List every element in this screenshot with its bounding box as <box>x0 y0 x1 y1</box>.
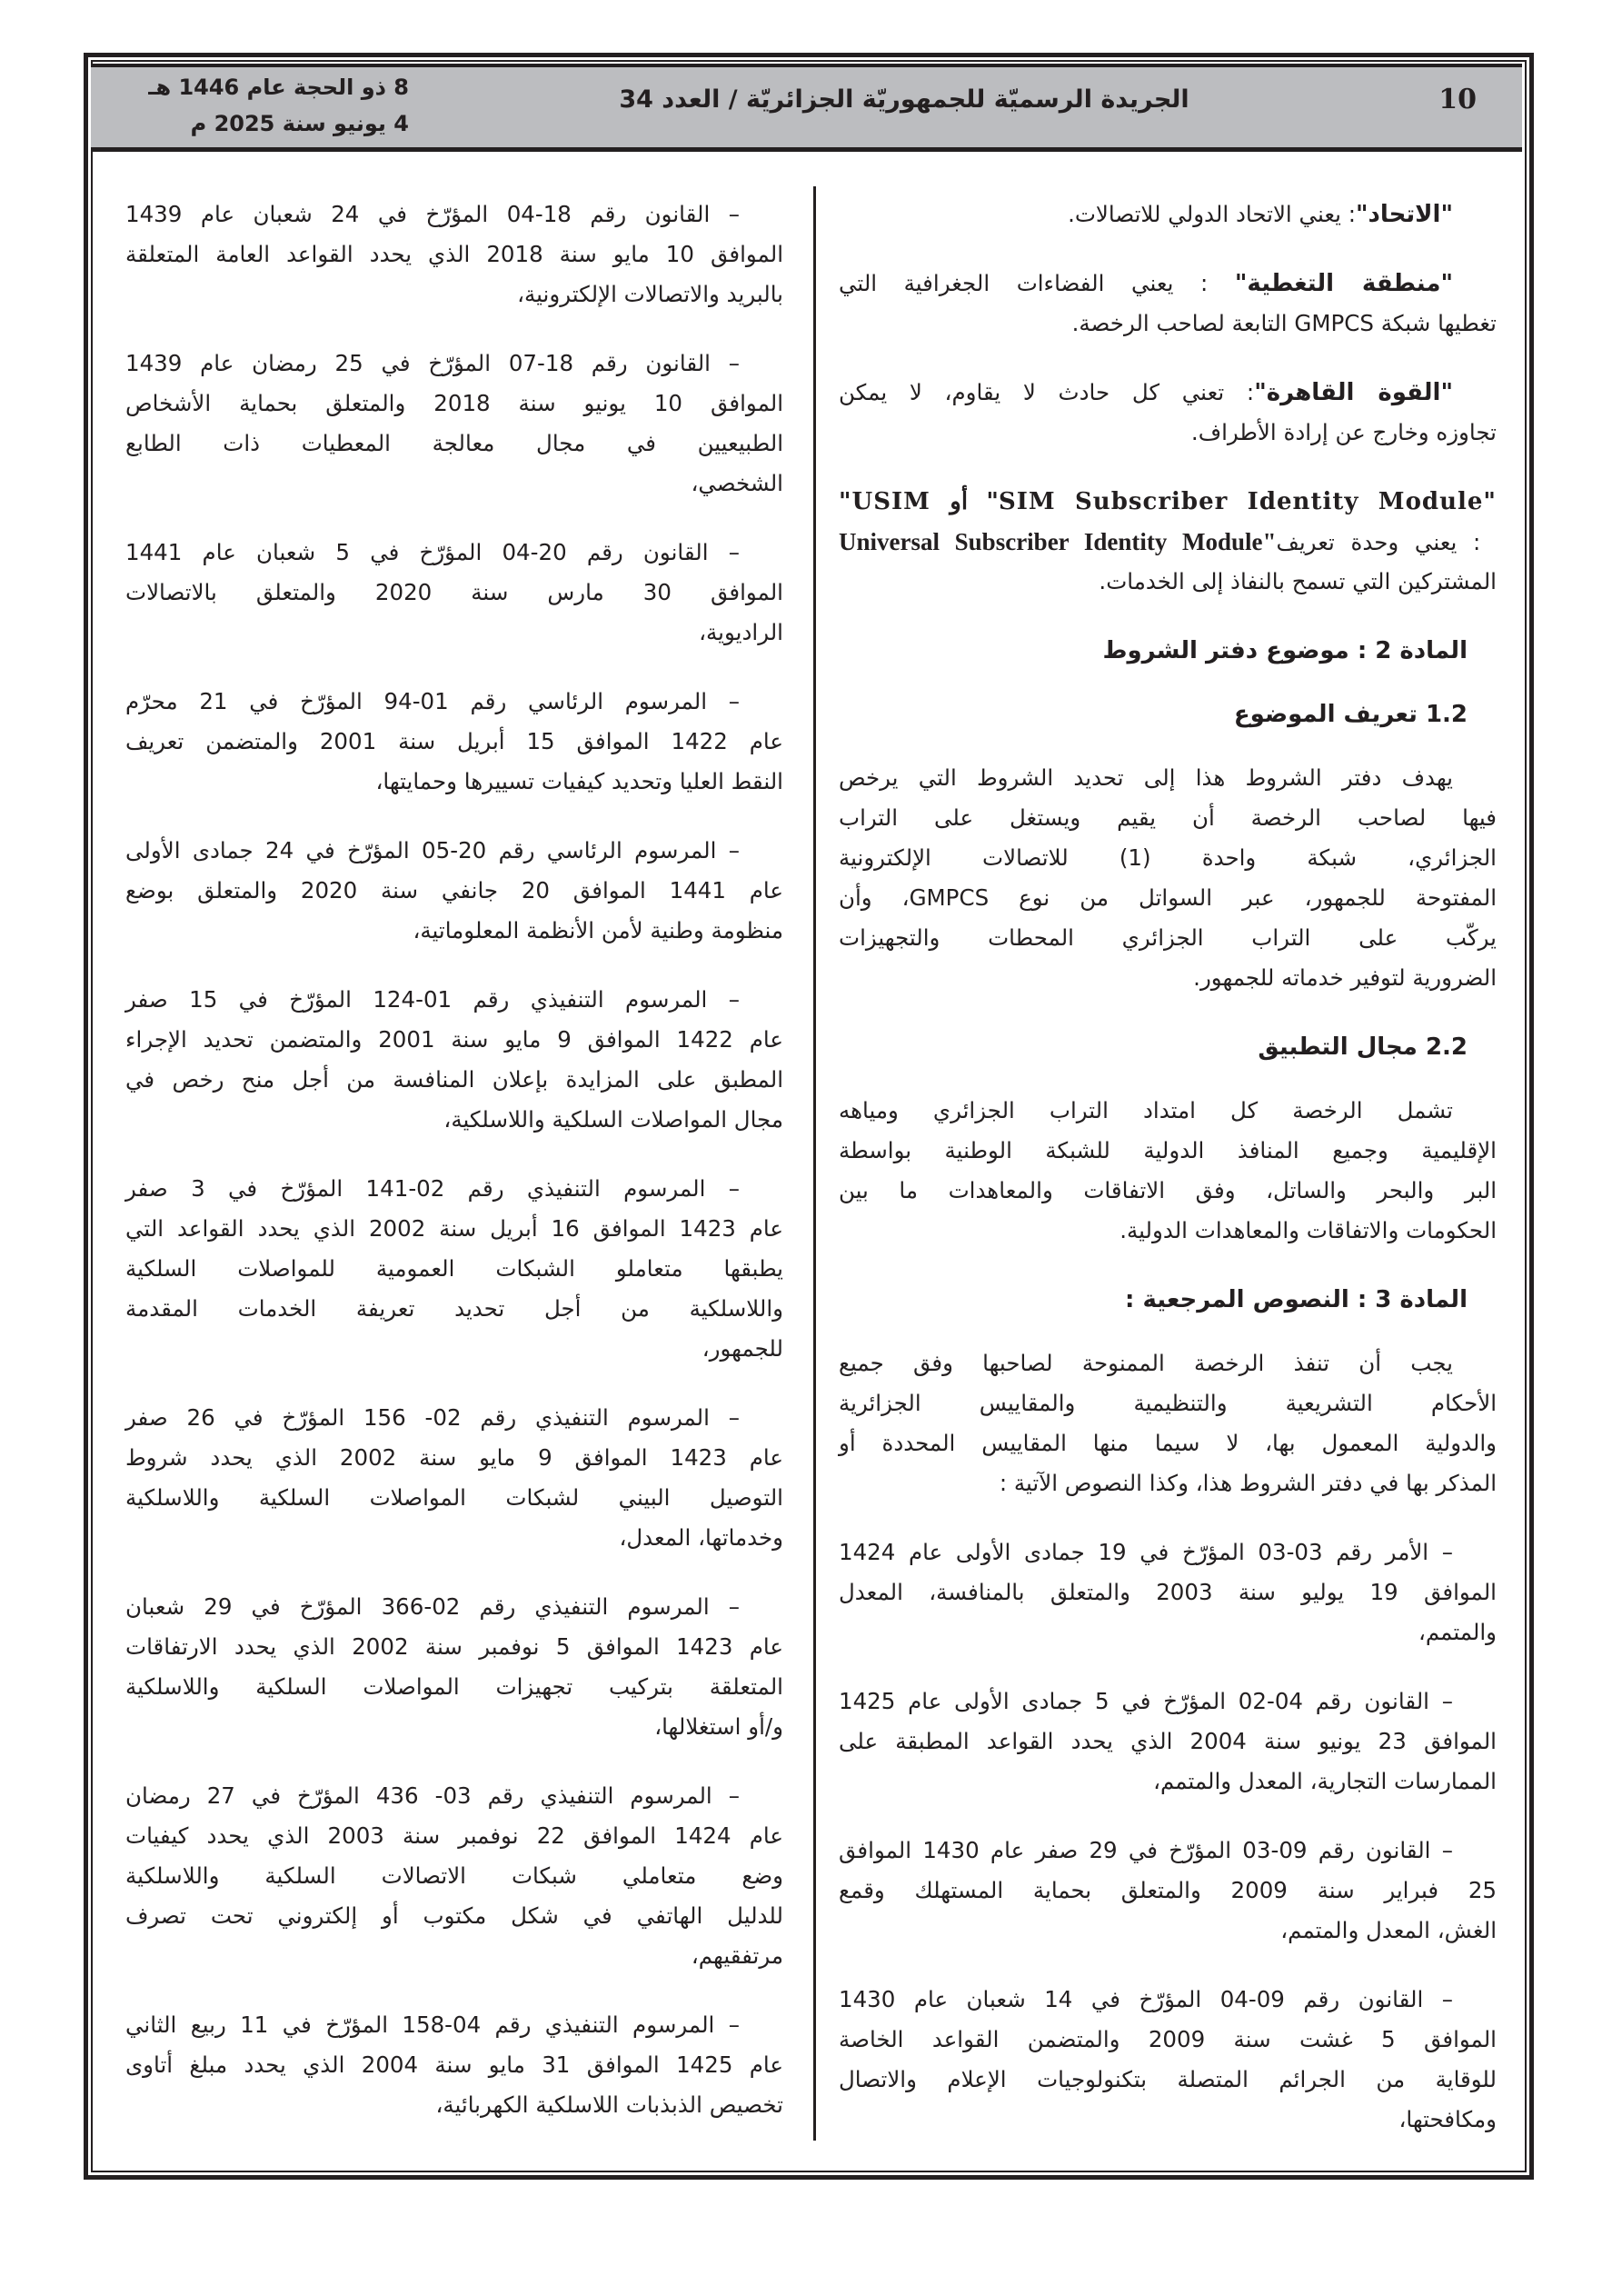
text-line: فيها لصاحب الرخصة أن يقيم ويستغل على التراب <box>839 804 1497 831</box>
text-line <box>839 522 1497 562</box>
text-line: الحكومات والاتفاقات والمعاهدات الدولية. <box>1119 1217 1497 1243</box>
paragraph <box>125 1776 783 1976</box>
text-line: مرتفقيهم، <box>691 1942 783 1969</box>
text-line: المذكر بها في دفتر الشروط هذا، وكذا النصوص الآتية : <box>999 1470 1497 1496</box>
text-line: يجب أن تنفذ الرخصة الممنوحة لصاحبها وفق جميع <box>839 1350 1453 1376</box>
paragraph <box>839 1980 1497 2140</box>
text-line: للجمهور، <box>702 1335 783 1362</box>
date-gregorian: 4 يونيو سنة 2025 م <box>190 111 409 136</box>
text-line: – القانون رقم 18-04 المؤرّخ في 24 شعبان عام 1439 <box>125 201 740 227</box>
text-line: عام 1425 الموافق 31 مايو سنة 2004 الذي يحدد مبلغ أتاوى <box>125 2051 783 2078</box>
paragraph <box>125 831 783 951</box>
text-line: المفتوحة للجمهور، عبر السواتل من نوع GMPCS، وأن <box>839 884 1497 911</box>
paragraph <box>125 344 783 504</box>
left-column <box>125 195 783 2154</box>
text-line: الضرورية لتوفير خدماته للجمهور. <box>1193 964 1497 991</box>
text-line: للوقاية من الجرائم المتصلة بتكنولوجيات الإعلام والاتصال <box>839 2066 1497 2092</box>
section-heading: المادة 3 : النصوص المرجعية : <box>1125 1286 1468 1313</box>
text-line: الإقليمية وجميع المنافذ الدولية للشبكة الوطنية بواسطة <box>839 1137 1497 1163</box>
text-line <box>839 373 1497 413</box>
column-divider <box>813 186 816 2141</box>
text-line: الموافق 19 يوليو سنة 2003 والمتعلق بالمنافسة، المعدل <box>839 1579 1497 1605</box>
text-line: منظومة وطنية لأمن الأنظمة المعلوماتية، <box>413 917 783 943</box>
defined-term: "القوة القاهرة" <box>1254 379 1453 406</box>
paragraph <box>839 1532 1497 1652</box>
text-line: وضع متعاملي شبكات الاتصالات السلكية واللاسلكية <box>125 1862 783 1889</box>
text-line: للدليل الهاتفي في شكل مكتوب أو إلكتروني تحت تصرف <box>125 1902 783 1929</box>
definition-text: : يعني الاتحاد الدولي للاتصالات. <box>1068 201 1357 227</box>
paragraph <box>125 1169 783 1369</box>
text-line: التوصيل البيني لشبكات المواصلات السلكية واللاسلكية <box>125 1484 783 1511</box>
text-line: عام 1423 الموافق 9 مايو سنة 2002 الذي يحدد شروط <box>125 1444 784 1471</box>
text-line: – القانون رقم 20-04 المؤرّخ في 5 شعبان عام 1441 <box>125 539 740 565</box>
paragraph <box>839 1343 1497 1503</box>
text-line: الغش، المعدل والمتمم، <box>1280 1917 1497 1943</box>
text-line: – القانون رقم 18-07 المؤرّخ في 25 رمضان عام 1439 <box>125 350 740 376</box>
page-number: 10 <box>1438 84 1477 115</box>
gazette-title: الجريدة الرسميّة للجمهوريّة الجزائريّة / العدد 34 <box>619 85 1189 114</box>
text-line: عام 1422 الموافق 9 مايو سنة 2001 والمتضمن تحديد الإجراء <box>125 1026 784 1053</box>
text-line: واللاسلكية من أجل تحديد تعريفة الخدمات المقدمة <box>125 1295 783 1322</box>
text-line: مجال المواصلات السلكية واللاسلكية، <box>443 1106 783 1133</box>
text-line: – المرسوم الرئاسي رقم 01-94 المؤرّخ في 21 محرّم <box>125 688 740 714</box>
definition-sim <box>839 482 1497 602</box>
text-line: عام 1423 الموافق 16 أبريل سنة 2002 الذي يحدد القواعد التي <box>125 1215 784 1242</box>
defined-term: "الاتحاد" <box>1356 201 1453 228</box>
text-line: المطبق على المزايدة بإعلان المنافسة من أجل منح رخص في <box>125 1066 783 1093</box>
text-line: الموافق 30 مارس سنة 2020 والمتعلق بالاتصالات <box>125 579 783 605</box>
paragraph <box>839 195 1497 235</box>
defined-term: Universal Subscriber Identity Module" <box>839 528 1277 555</box>
text-line: – الأمر رقم 03-03 المؤرّخ في 19 جمادى الأولى عام 1424 <box>839 1539 1453 1565</box>
text-line: تجاوزه وخارج عن إرادة الأطراف. <box>1190 419 1497 445</box>
section-heading: 2.2 مجال التطبيق <box>1258 1033 1468 1061</box>
date-hijri: 8 ذو الحجة عام 1446 هـ <box>148 75 409 100</box>
text-line: عام 1423 الموافق 5 نوفمبر سنة 2002 الذي يحدد الارتفاقات <box>125 1633 784 1660</box>
text-line: الممارسات التجارية، المعدل والمتمم، <box>1153 1768 1497 1794</box>
paragraph <box>125 682 783 802</box>
text-line: يطبقها متعاملو الشبكات العمومية للمواصلات السلكية <box>125 1255 783 1282</box>
right-column <box>839 195 1497 2169</box>
text-line: – المرسوم التنفيذي رقم 03- 436 المؤرّخ في 27 رمضان <box>125 1782 740 1809</box>
paragraph <box>839 1682 1497 1802</box>
text-line: الموافق 10 يونيو سنة 2018 والمتعلق بحماية الأشخاص <box>125 390 784 416</box>
paragraph <box>125 195 783 314</box>
paragraph <box>839 1091 1497 1251</box>
issue-date <box>109 69 409 142</box>
text-line: الجزائري، شبكة واحدة (1) للاتصالات الإلكترونية <box>839 844 1497 871</box>
paragraph <box>125 980 783 1140</box>
defined-term: "منطقة التغطية" <box>1234 270 1453 297</box>
text-line: النقط العليا وتحديد كيفيات تسييرها وحمايتها، <box>375 768 783 794</box>
text-line: الأحكام التشريعية والتنظيمية والمقاييس الجزائرية <box>839 1390 1497 1416</box>
text-line: 25 فبراير سنة 2009 والمتعلق بحماية المستهلك وقمع <box>839 1877 1498 1903</box>
section-heading: المادة 2 : موضوع دفتر الشروط <box>1102 637 1468 664</box>
text-line: والدولية المعمول بها، لا سيما منها المقاييس المحددة أو <box>839 1430 1497 1456</box>
text-line: ومكافحتها، <box>1398 2106 1497 2132</box>
text-line: تشمل الرخصة كل امتداد التراب الجزائري ومياهه <box>839 1097 1453 1123</box>
text-line: – القانون رقم 04-02 المؤرّخ في 5 جمادى الأولى عام 1425 <box>839 1688 1454 1714</box>
text-line: "USIM أو "SIM Subscriber Identity Module" <box>839 488 1497 515</box>
text-line: بالبريد والاتصالات الإلكترونية، <box>517 281 783 307</box>
text-line: – المرسوم التنفيذي رقم 02-366 المؤرّخ في 29 شعبان <box>125 1593 740 1620</box>
text-line: – القانون رقم 09-04 المؤرّخ في 14 شعبان عام 1430 <box>839 1986 1453 2012</box>
text-line: عام 1441 الموافق 20 جانفي سنة 2020 والمتعلق بوضع <box>125 877 783 903</box>
text-line: – المرسوم الرئاسي رقم 20-05 المؤرّخ في 24 جمادى الأولى <box>125 837 740 863</box>
text-line: الموافق 5 غشت سنة 2009 والمتضمن القواعد الخاصة <box>839 2026 1497 2052</box>
text-line: والمتمم، <box>1418 1619 1497 1645</box>
text-line: – المرسوم التنفيذي رقم 04-158 المؤرّخ في 11 ربيع الثاني <box>125 2011 740 2038</box>
text-line: الراديوية، <box>699 619 783 645</box>
paragraph <box>125 1587 783 1747</box>
text-line: يهدف دفتر الشروط هذا إلى تحديد الشروط التي يرخص <box>839 764 1453 791</box>
paragraph <box>125 533 783 653</box>
definition-text: : يعني وحدة تعريف <box>1276 529 1498 555</box>
text-line: المشتركين التي تسمح بالنفاذ إلى الخدمات. <box>1099 568 1497 594</box>
text-line: – المرسوم التنفيذي رقم 02-141 المؤرّخ في 3 صفر <box>125 1175 740 1202</box>
paragraph <box>839 1831 1497 1951</box>
text-line: وخدماتها، المعدل، <box>619 1524 783 1551</box>
text-line: عام 1424 الموافق 22 نوفمبر سنة 2003 الذي يحدد كيفيات <box>125 1822 783 1849</box>
definition-text: : تعني كل حادث لا يقاوم، لا يمكن <box>839 379 1255 405</box>
paragraph <box>839 264 1497 344</box>
text-line: الموافق 10 مايو سنة 2018 الذي يحدد القواعد العامة المتعلقة <box>125 241 783 267</box>
text-line: تخصيص الذبذبات اللاسلكية الكهربائية، <box>435 2091 783 2118</box>
paragraph <box>125 2005 783 2125</box>
paragraph <box>125 1398 783 1558</box>
gazette-header <box>91 64 1522 152</box>
text-line: يركّب على التراب الجزائري المحطات والتجهيزات <box>839 924 1497 951</box>
text-line: البر والبحر والساتل، وفق الاتفاقات والمعاهدات ما بين <box>839 1177 1497 1203</box>
text-line: عام 1422 الموافق 15 أبريل سنة 2001 والمتضمن تعريف <box>125 728 784 754</box>
text-line <box>839 264 1497 304</box>
paragraph <box>839 758 1497 998</box>
text-line: الشخصي، <box>691 470 783 496</box>
text-line: – القانون رقم 09-03 المؤرّخ في 29 صفر عام 1430 الموافق <box>839 1837 1453 1863</box>
text-line: المتعلقة بتركيب تجهيزات المواصلات السلكية واللاسلكية <box>125 1673 783 1700</box>
text-line: – المرسوم التنفيذي رقم 02- 156 المؤرّخ في 26 صفر <box>125 1404 740 1431</box>
section-heading: 1.2 تعريف الموضوع <box>1233 701 1468 728</box>
text-line <box>839 195 1497 235</box>
definition-text: : يعني الفضاءات الجغرافية التي <box>839 270 1235 296</box>
paragraph <box>839 373 1497 453</box>
text-line: و/أو استغلالها، <box>654 1713 783 1740</box>
text-line: الطبيعيين في مجال معالجة المعطيات ذات الطابع <box>125 430 783 456</box>
text-line: – المرسوم التنفيذي رقم 01-124 المؤرّخ في 15 صفر <box>125 986 740 1013</box>
text-line: تغطيها شبكة GMPCS التابعة لصاحب الرخصة. <box>1071 310 1497 336</box>
text-line: الموافق 23 يونيو سنة 2004 الذي يحدد القواعد المطبقة على <box>839 1728 1497 1754</box>
